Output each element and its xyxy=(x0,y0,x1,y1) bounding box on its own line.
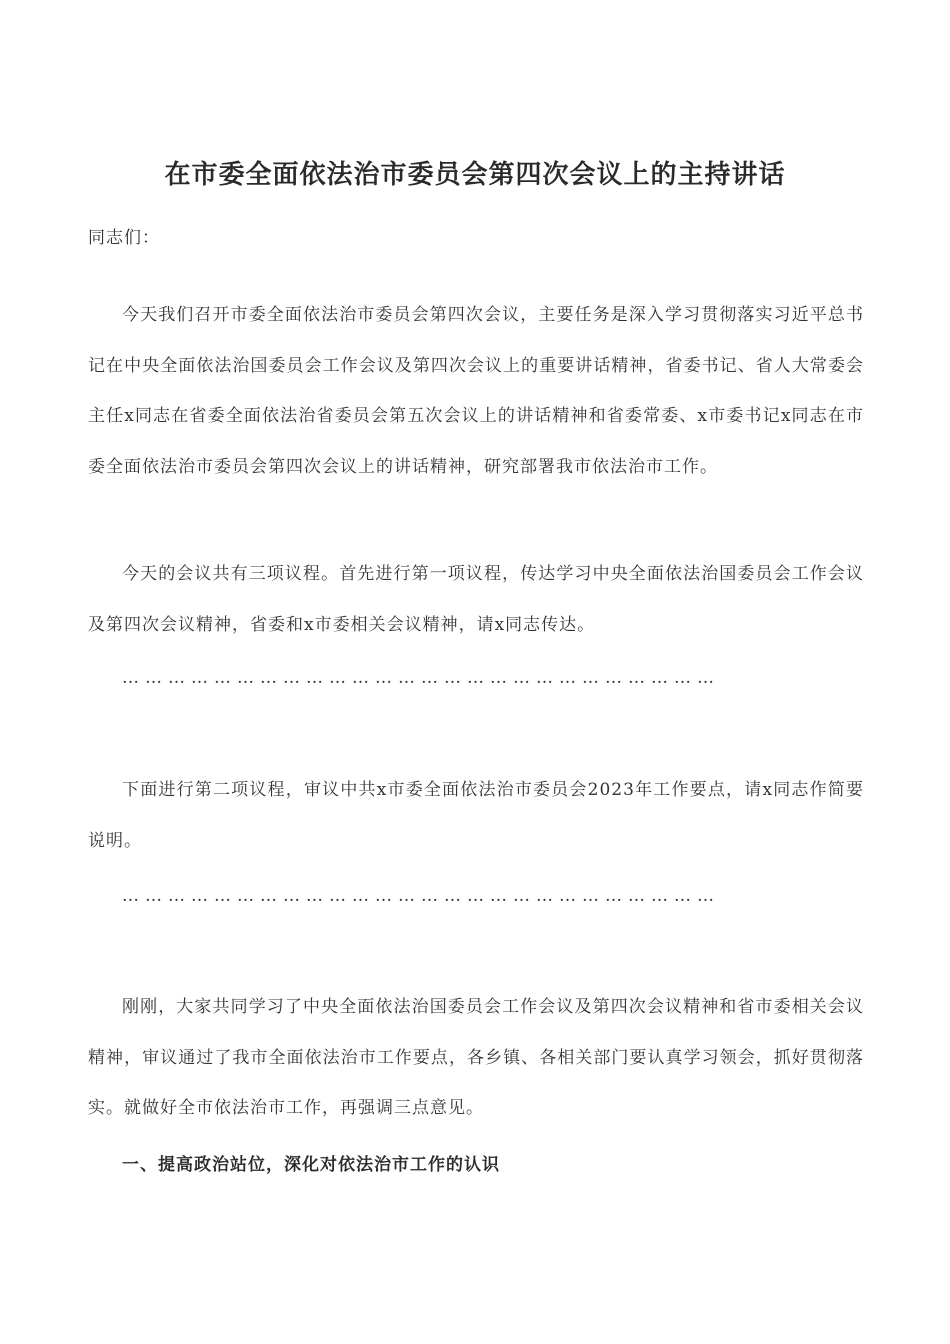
salutation: 同志们： xyxy=(88,228,160,248)
paragraph-summary: 刚刚，大家共同学习了中央全面依法治国委员会工作会议及第四次会议精神和省市委相关会议精神，审议通过了我市全面依法治市工作要点，各乡镇、各相关部门要认真学习领会，抓好贯彻落实。就做好全市依法治市工作，再强调三点意见。 xyxy=(88,997,864,1118)
paragraph-agenda-one: 今天的会议共有三项议程。首先进行第一项议程，传达学习中央全面依法治国委员会工作会议及第四次会议精神，省委和x市委相关会议精神，请x同志传达。 xyxy=(88,564,864,635)
paragraph-agenda-two: 下面进行第二项议程，审议中共x市委全面依法治市委员会2023年工作要点，请x同志作简要说明。 xyxy=(88,780,864,851)
section-heading: 一、提高政治站位，深化对依法治市工作的认识 xyxy=(122,1155,500,1175)
document-title: 在市委全面依法治市委员会第四次会议上的主持讲话 xyxy=(164,160,786,190)
paragraph-opening: 今天我们召开市委全面依法治市委员会第四次会议，主要任务是深入学习贯彻落实习近平总书记在中央全面依法治国委员会工作会议及第四次会议上的重要讲话精神，省委书记、省人大常委会主任x同志在省委全面依法治省委员会第五次会议上的讲话精神和省委常委、x市委书记x同志在市委全面依法治市委员会第四次会议上的讲话精神，研究部署我市依法治市工作。 xyxy=(88,305,864,477)
ellipsis-separator-2: …………………………………………………………………… xyxy=(122,886,720,906)
ellipsis-separator-1: …………………………………………………………………… xyxy=(122,668,720,688)
